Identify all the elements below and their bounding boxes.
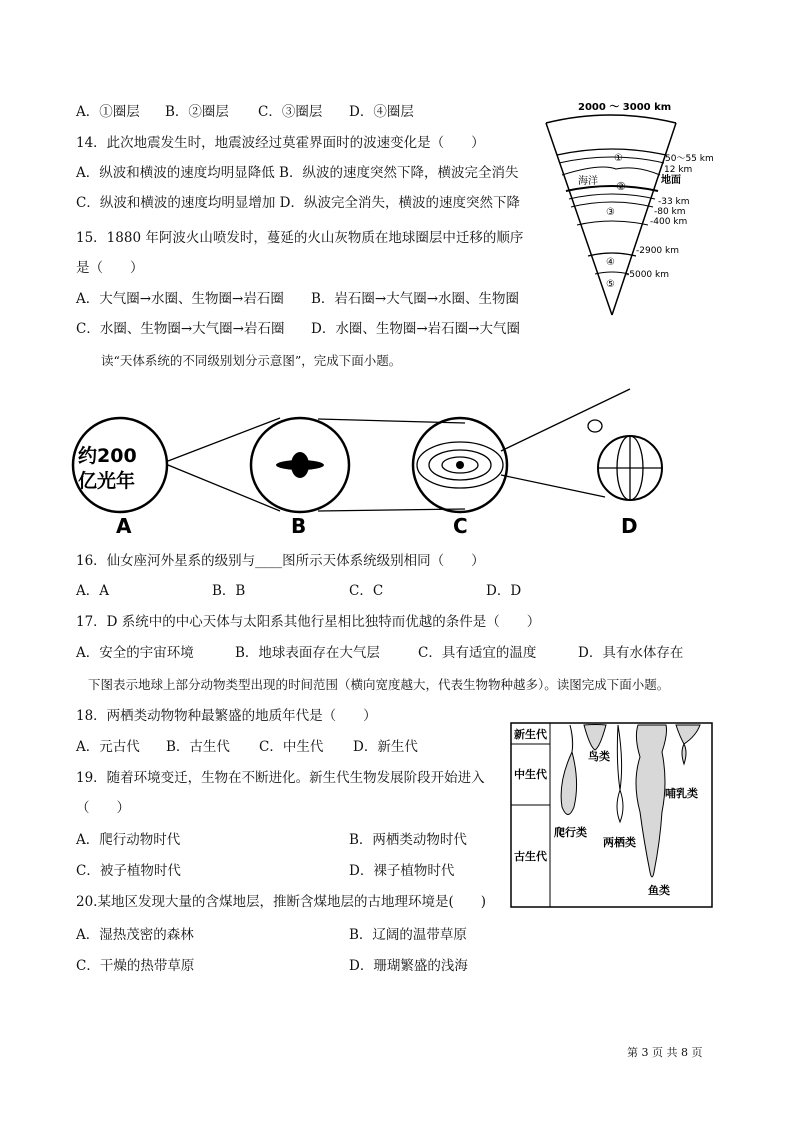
depth-label: -33 km bbox=[658, 197, 690, 207]
q20-option-d: D．珊瑚繁盛的浅海 bbox=[349, 958, 468, 974]
q16-option-b: B．B bbox=[212, 583, 246, 599]
q18-option-a: A．元古代 bbox=[76, 739, 140, 755]
q19-option-b: B．两栖类动物时代 bbox=[349, 832, 467, 848]
ocean-label: 海洋 bbox=[578, 176, 598, 187]
era-cenozoic: 新生代 bbox=[514, 728, 547, 741]
q18-option-b: B．古生代 bbox=[166, 739, 230, 755]
q15-option-a: A．大气圈→水圈、生物圈→岩石圈 bbox=[76, 291, 284, 307]
q20-stem: 20.某地区发现大量的含煤地层，推断含煤地层的古地理环境是( ) bbox=[76, 894, 487, 910]
q19-option-d: D．裸子植物时代 bbox=[349, 863, 455, 879]
depth-label: -80 km bbox=[654, 207, 686, 217]
q17-option-a: A．安全的宇宙环境 bbox=[76, 645, 194, 661]
depth-label: -5000 km bbox=[626, 270, 669, 280]
circle-1: ① bbox=[614, 153, 623, 164]
q19-option-c: C．被子植物时代 bbox=[76, 863, 181, 879]
label-b: B bbox=[291, 514, 307, 538]
q19-option-a: A．爬行动物时代 bbox=[76, 832, 181, 848]
depth-label: 50～55 km bbox=[665, 154, 714, 164]
birds-label: 鸟类 bbox=[588, 750, 610, 763]
q15-stem-cont: 是（ ） bbox=[76, 260, 144, 276]
distance-label-line1: 约200 bbox=[78, 445, 137, 467]
earth-layers-diagram bbox=[540, 95, 740, 320]
q16-option-c: C．C bbox=[349, 583, 384, 599]
q13-option-b: B．②圈层 bbox=[165, 104, 229, 120]
circle-5: ⑤ bbox=[606, 279, 615, 290]
animal-evolution-diagram bbox=[510, 722, 715, 910]
circle-3: ③ bbox=[606, 207, 615, 218]
q13-option-d: D．④圈层 bbox=[349, 104, 414, 120]
fish-label: 鱼类 bbox=[648, 884, 670, 897]
depth-label: 12 km bbox=[664, 165, 693, 175]
q17-option-d: D．具有水体存在 bbox=[578, 645, 684, 661]
q17-stem: 17．D 系统中的中心天体与太阳系其他行星相比独特而优越的条件是（ ） bbox=[76, 614, 541, 630]
q13-option-a: A．①圈层 bbox=[76, 104, 140, 120]
q16-stem: 16．仙女座河外星系的级别与____图所示天体系统级别相同（ ） bbox=[76, 553, 485, 569]
q14-stem: 14．此次地震发生时，地震波经过莫霍界面时的波速变化是（ ） bbox=[76, 135, 485, 151]
circle-2: ② bbox=[616, 180, 626, 193]
circle-4: ④ bbox=[606, 257, 615, 268]
reading-instruction-1: 读“天体系统的不同级别划分示意图”，完成下面小题。 bbox=[101, 353, 402, 368]
q14-options-line1: A．纵波和横波的速度均明显降低 B．纵波的速度突然下降，横波完全消失 bbox=[76, 165, 519, 181]
q16-option-d: D．D bbox=[486, 583, 522, 599]
page-footer: 第 3 页 共 8 页 bbox=[627, 1046, 703, 1059]
celestial-systems-diagram bbox=[70, 385, 710, 545]
q15-option-b: B．岩石圈→大气圈→水圈、生物圈 bbox=[311, 291, 520, 307]
label-d: D bbox=[621, 514, 638, 538]
era-paleozoic: 古生代 bbox=[514, 850, 547, 863]
q15-option-d: D．水圈、生物圈→岩石圈→大气圈 bbox=[311, 321, 520, 337]
reading-instruction-2: 下图表示地球上部分动物类型出现的时间范围（横向宽度越大，代表生物物种越多）。读图完成下面小题。 bbox=[88, 677, 670, 692]
reptiles-label: 爬行类 bbox=[554, 826, 587, 839]
q14-options-line2: C．纵波和横波的速度均明显增加 D．纵波完全消失，横波的速度突然下降 bbox=[76, 195, 520, 211]
q18-stem: 18．两栖类动物物种最繁盛的地质年代是（ ） bbox=[76, 708, 377, 724]
diagram-top-label: 2000 ～ 3000 km bbox=[578, 102, 672, 113]
amphibians-label: 两栖类 bbox=[603, 836, 636, 849]
q13-option-c: C．③圈层 bbox=[258, 104, 323, 120]
q15-option-c: C．水圈、生物圈→大气圈→岩石圈 bbox=[76, 321, 285, 337]
q19-stem-cont: （ ） bbox=[76, 800, 130, 816]
label-a: A bbox=[116, 514, 132, 538]
q20-option-a: A．湿热茂密的森林 bbox=[76, 927, 194, 943]
mammals-label: 哺乳类 bbox=[665, 787, 698, 800]
ground-label: 地面 bbox=[661, 175, 681, 186]
q17-option-c: C．具有适宜的温度 bbox=[418, 645, 537, 661]
q15-stem: 15．1880 年阿波火山喷发时，蔓延的火山灰物质在地球圈层中迁移的顺序 bbox=[76, 230, 524, 246]
q16-option-a: A．A bbox=[76, 583, 109, 599]
q20-option-c: C．干燥的热带草原 bbox=[76, 958, 195, 974]
q18-option-d: D．新生代 bbox=[353, 739, 418, 755]
q19-stem: 19．随着环境变迁，生物在不断进化。新生代生物发展阶段开始进入 bbox=[76, 770, 485, 786]
q18-option-c: C．中生代 bbox=[259, 739, 324, 755]
era-mesozoic: 中生代 bbox=[514, 768, 547, 781]
distance-label-line2: 亿光年 bbox=[78, 470, 136, 492]
depth-label: -2900 km bbox=[636, 246, 679, 256]
depth-label: -400 km bbox=[650, 217, 688, 227]
q20-option-b: B．辽阔的温带草原 bbox=[349, 927, 467, 943]
q17-option-b: B．地球表面存在大气层 bbox=[235, 645, 380, 661]
label-c: C bbox=[453, 514, 468, 538]
